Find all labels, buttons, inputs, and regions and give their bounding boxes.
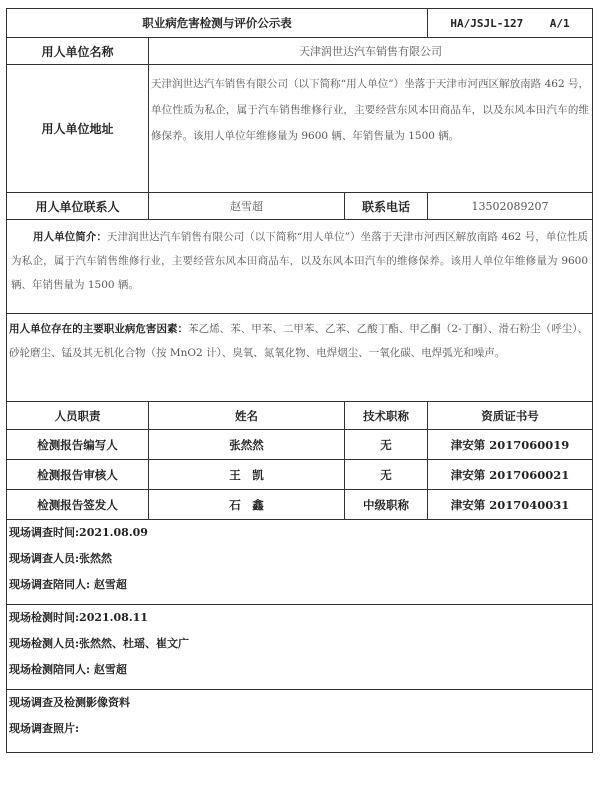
phone-value: 13502089207 <box>428 193 593 220</box>
staff-cert: 津安第 2017040031 <box>428 490 593 520</box>
intro-paragraph <box>7 220 592 297</box>
staff-header-role: 人员职责 <box>7 402 149 430</box>
employer-name-row <box>7 38 593 65</box>
employer-address-label: 用人单位地址 <box>7 65 149 193</box>
contact-value: 赵雪超 <box>149 193 345 220</box>
survey-row <box>7 520 593 605</box>
staff-header-row <box>7 402 593 430</box>
employer-address-value: 天津润世达汽车销售有限公司（以下简称“用人单位”）坐落于天津市河西区解放南路 462 号，单位性质为私企，属于汽车销售维修行业，主要经营东风本田商品车，以及东风本田汽车的维修保养。该用人单位年维修量为 9600 辆、年销售量为 1500 辆。 <box>151 78 590 142</box>
survey-time: 现场调查时间:2021.08.09 <box>9 526 148 539</box>
form-title: 职业病危害检测与评价公示表 <box>7 9 428 38</box>
survey-staff: 现场调查人员:张然然 <box>9 552 113 565</box>
doc-version: A/1 <box>549 16 570 30</box>
staff-cert: 津安第 2017060021 <box>428 460 593 490</box>
doc-code-cell <box>428 9 593 38</box>
intro-label: 用人单位简介： <box>33 231 107 243</box>
images-cell <box>7 690 593 753</box>
images-title: 现场调查及检测影像资料 <box>9 696 130 709</box>
survey-companion: 现场调查陪同人: 赵雪超 <box>9 578 127 591</box>
staff-role: 检测报告审核人 <box>7 460 149 490</box>
detection-companion: 现场检测陪同人: 赵雪超 <box>9 663 127 676</box>
intro-text: 天津润世达汽车销售有限公司（以下简称“用人单位”）坐落于天津市河西区解放南路 462 号，单位性质为私企，属于汽车销售维修行业，主要经营东风本田商品车，以及东风本田汽车的维修保养。该用人单位年维修量为 9600 辆、年销售量为 1500 辆。 <box>11 231 589 291</box>
employer-name-label: 用人单位名称 <box>7 38 149 65</box>
intro-row <box>7 220 593 314</box>
staff-header-title: 技术职称 <box>345 402 428 430</box>
staff-name: 王 凯 <box>149 460 345 490</box>
staff-row <box>7 490 593 520</box>
detection-cell <box>7 605 593 690</box>
staff-header-cert: 资质证书号 <box>428 402 593 430</box>
staff-title: 无 <box>345 430 428 460</box>
detection-time: 现场检测时间:2021.08.11 <box>9 611 148 624</box>
intro-cell <box>7 220 593 314</box>
staff-role: 检测报告签发人 <box>7 490 149 520</box>
doc-code: HA/JSJL-127 <box>450 16 524 30</box>
staff-name: 石 鑫 <box>149 490 345 520</box>
phone-label: 联系电话 <box>345 193 428 220</box>
staff-title: 无 <box>345 460 428 490</box>
hazards-label: 用人单位存在的主要职业病危害因素： <box>9 323 189 335</box>
staff-cert: 津安第 2017060019 <box>428 430 593 460</box>
employer-name-value: 天津润世达汽车销售有限公司 <box>149 38 593 65</box>
staff-title: 中级职称 <box>345 490 428 520</box>
survey-cell <box>7 520 593 605</box>
contact-label: 用人单位联系人 <box>7 193 149 220</box>
employer-address-row <box>7 65 593 193</box>
images-row <box>7 690 593 753</box>
title-row <box>7 9 593 38</box>
detection-row <box>7 605 593 690</box>
detection-staff: 现场检测人员:张然然、杜瑶、崔文广 <box>9 637 190 650</box>
hazards-row <box>7 314 593 402</box>
hazards-text: 苯乙烯、苯、甲苯、二甲苯、乙苯、乙酸丁酯、甲乙酮（2-丁酮）、滑石粉尘（呼尘）、砂轮磨尘、锰及其无机化合物（按 MnO2 计）、臭氧、氮氧化物、电焊烟尘、一氧化碳、电焊弧光和噪声。 <box>9 323 589 359</box>
hazards-paragraph <box>7 314 592 365</box>
staff-row <box>7 460 593 490</box>
disclosure-form <box>6 8 592 753</box>
form-table <box>6 8 593 753</box>
staff-header-name: 姓名 <box>149 402 345 430</box>
contact-row <box>7 193 593 220</box>
images-photos-label: 现场调查照片: <box>9 722 80 735</box>
staff-name: 张然然 <box>149 430 345 460</box>
staff-row <box>7 430 593 460</box>
employer-address-cell <box>149 65 593 193</box>
staff-role: 检测报告编写人 <box>7 430 149 460</box>
hazards-cell <box>7 314 593 402</box>
